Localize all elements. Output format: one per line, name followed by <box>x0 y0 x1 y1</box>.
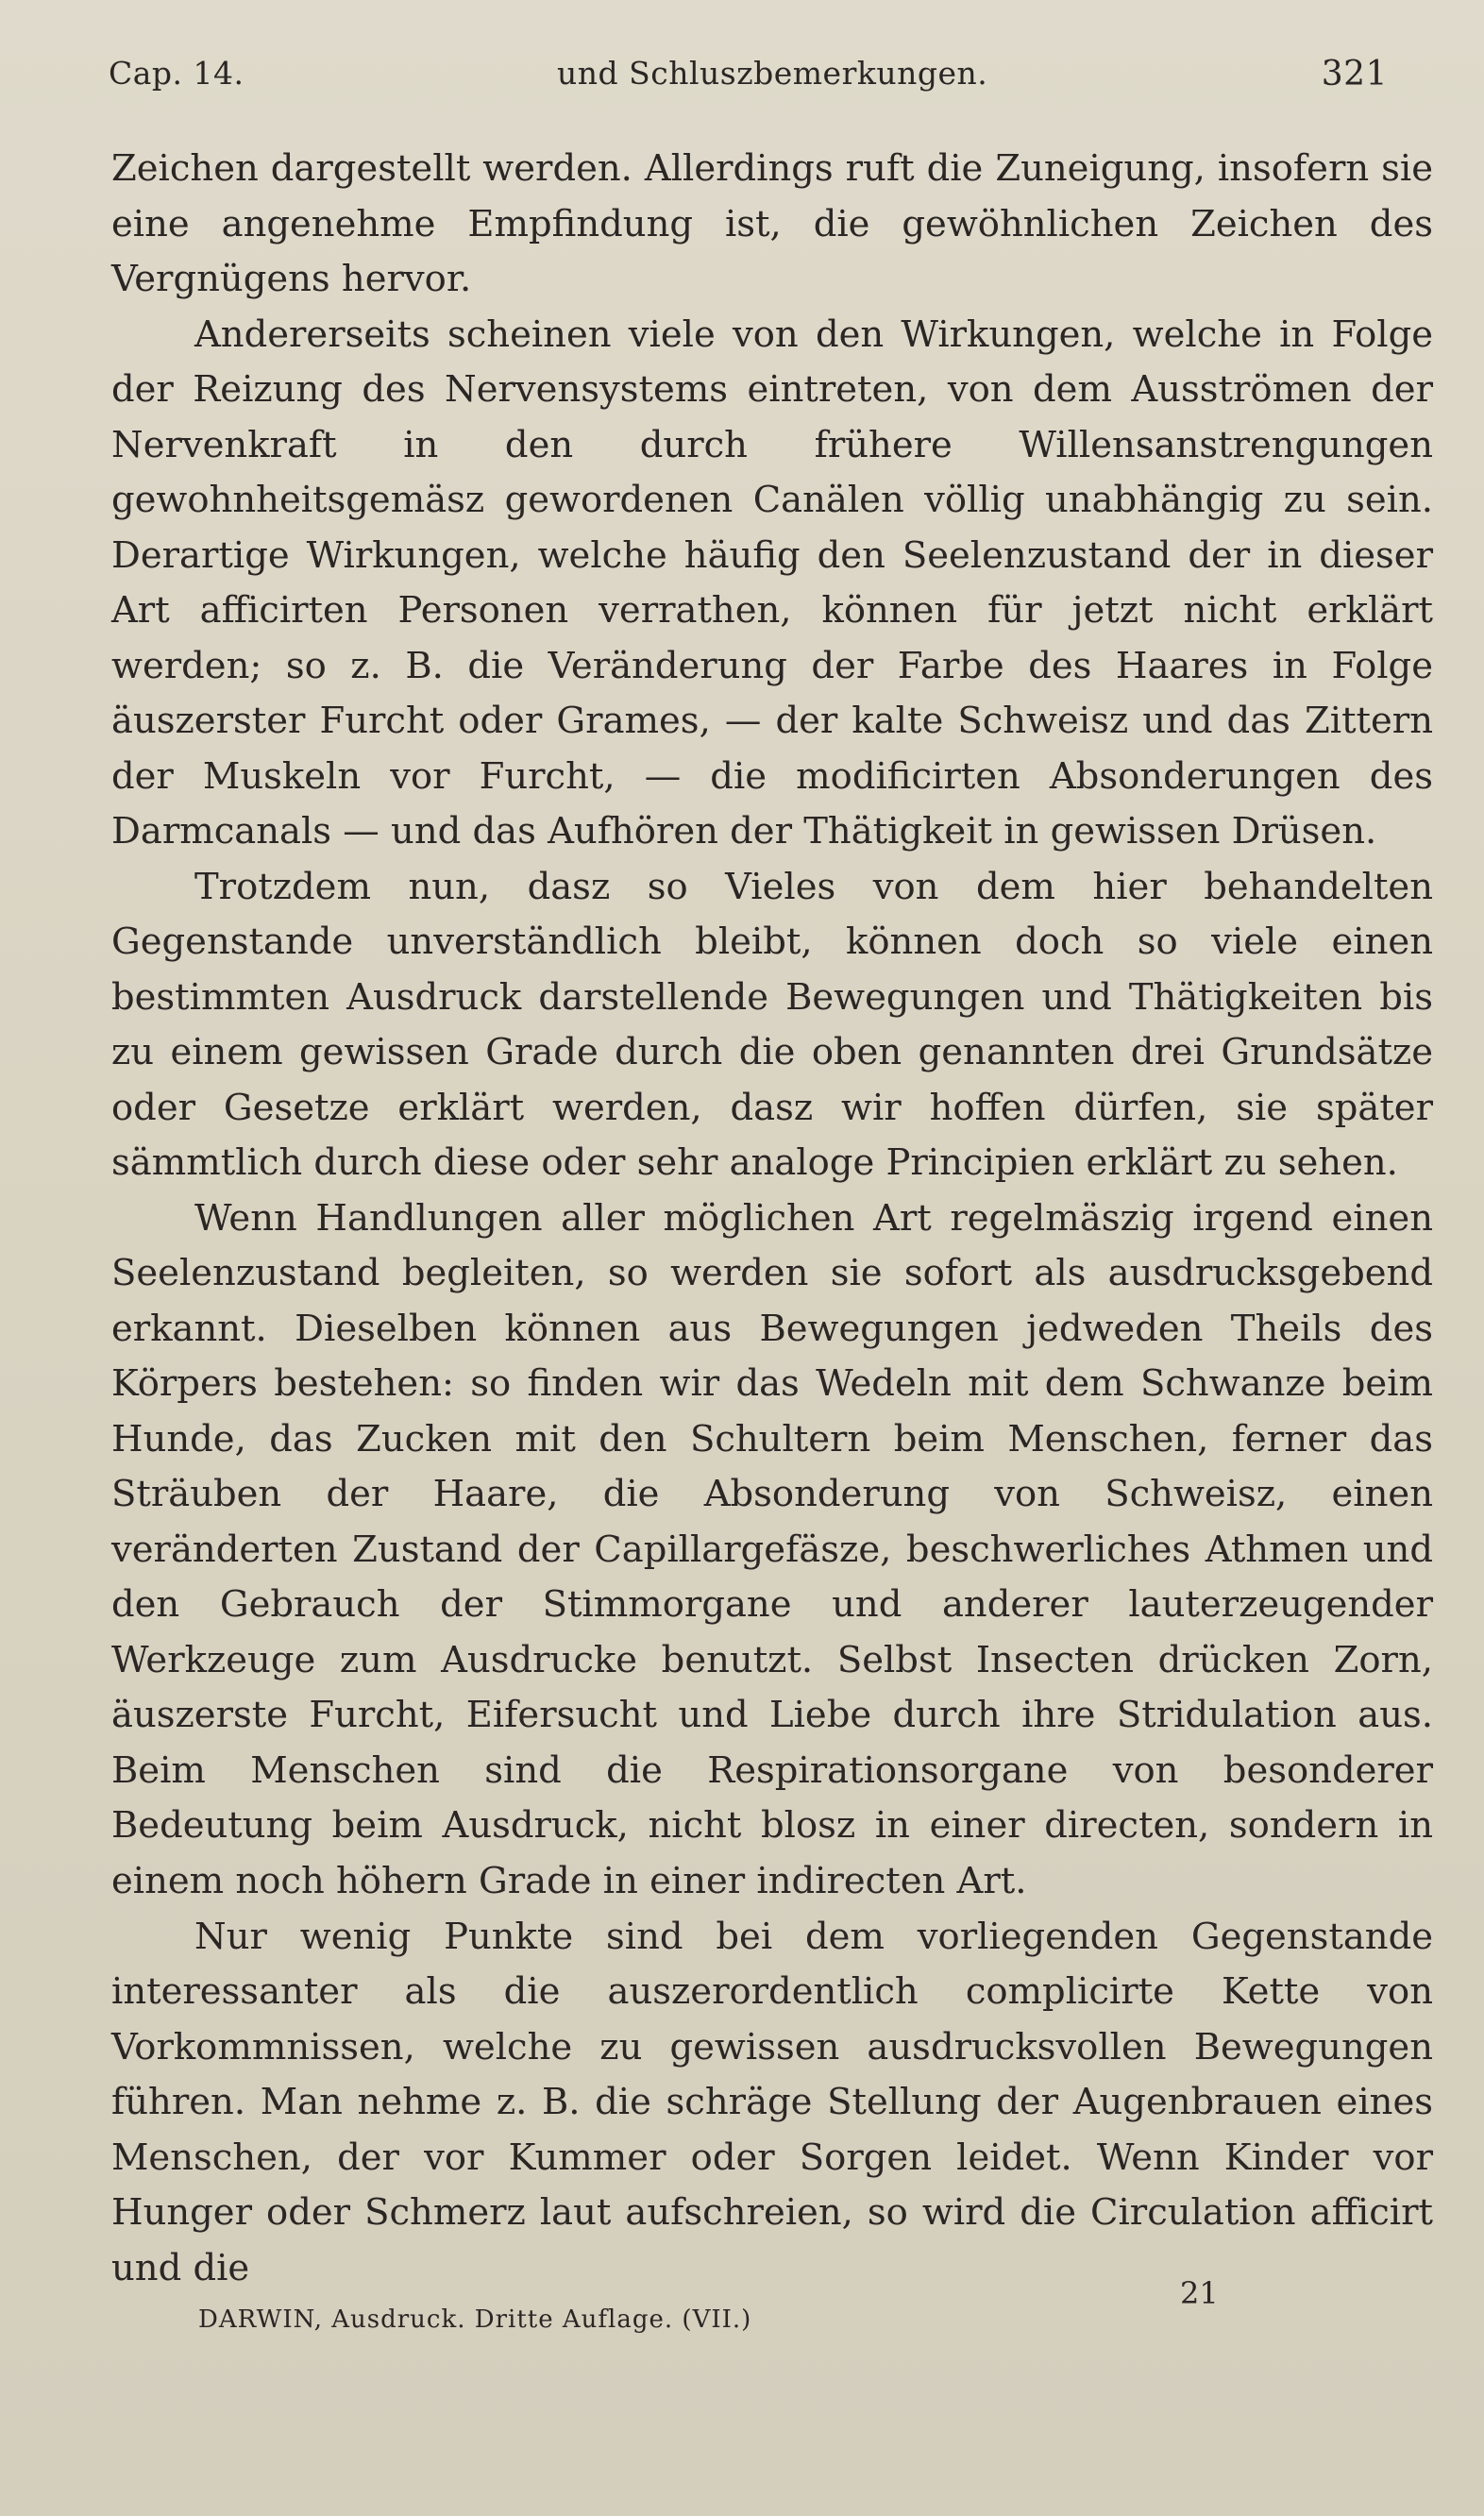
paragraph: Nur wenig Punkte sind bei dem vorliegenden Gegenstande interessanter als die auszerordentlich complicirte Kette von Vorkommnissen, welche zu gewissen ausdrucksvollen Bewegungen führen. Man nehme z. B. die schräge Stellung der Augenbrauen eines Menschen, der vor Kummer oder Sorgen leidet. Wenn Kinder vor Hunger oder Schmerz laut aufschreien, so wird die Circulation afficirt und die <box>111 1915 1433 2289</box>
paragraph: Wenn Handlungen aller möglichen Art regelmäszig irgend einen Seelenzustand begleiten, so werden sie sofort als ausdrucksgebend erkannt. Dieselben können aus Bewegungen jedweden Theils des Körpers bestehen: so finden wir das Wedeln mit dem Schwanze beim Hunde, das Zucken mit den Schultern beim Menschen, ferner das Sträuben der Haare, die Absonderung von Schweisz, einen veränderten Zustand der Capillargefäsze, beschwerliches Athmen und den Gebrauch der Stimmorgane und anderer lauterzeugender Werkzeuge zum Ausdrucke benutzt. Selbst Insecten drücken Zorn, äuszerste Furcht, Eifersucht und Liebe durch ihre Stridulation aus. Beim Menschen sind die Respirationsorgane von besonderer Bedeutung beim Ausdruck, nicht blosz in einer directen, sondern in einem noch höhern Grade in einer indirecten Art. <box>111 1196 1433 1902</box>
running-header <box>109 55 1388 102</box>
page-footer <box>113 2275 1416 2360</box>
running-title: und Schluszbemerkungen. <box>557 55 988 92</box>
paragraph: Zeichen dargestellt werden. Allerdings ruft die Zuneigung, insofern sie eine angenehme Empfindung ist, die gewöhnlichen Zeichen des Vergnügens hervor. <box>111 147 1433 301</box>
printer-signature: DARWIN, Ausdruck. Dritte Auflage. (VII.) <box>198 2305 752 2334</box>
chapter-label: Cap. 14. <box>109 55 245 92</box>
sheet-number: 21 <box>1180 2275 1219 2311</box>
paragraph: Andererseits scheinen viele von den Wirkungen, welche in Folge der Reizung des Nervensystems eintreten, von dem Ausströmen der Nervenkraft in den durch frühere Willensanstrengungen gewohnheitsgemäsz gewordenen Canälen völlig unabhängig zu sein. Derartige Wirkungen, welche häufig den Seelenzustand der in dieser Art afficirten Personen verrathen, können für jetzt nicht erklärt werden; so z. B. die Veränderung der Farbe des Haares in Folge äuszerster Furcht oder Grames, — der kalte Schweisz und das Zittern der Muskeln vor Furcht, — die modificirten Absonderungen des Darmcanals — und das Aufhören der Thätigkeit in gewissen Drüsen. <box>111 312 1433 853</box>
page-number: 321 <box>1321 55 1388 93</box>
body-text <box>111 142 1433 2296</box>
paragraph: Trotzdem nun, dasz so Vieles von dem hier behandelten Gegenstande unverständlich bleibt, können doch so viele einen bestimmten Ausdruck darstellende Bewegungen und Thätigkeiten bis zu einem gewissen Grade durch die oben genannten drei Grundsätze oder Gesetze erklärt werden, dasz wir hoffen dürfen, sie später sämmtlich durch diese oder sehr analoge Principien erklärt zu sehen. <box>111 865 1433 1185</box>
